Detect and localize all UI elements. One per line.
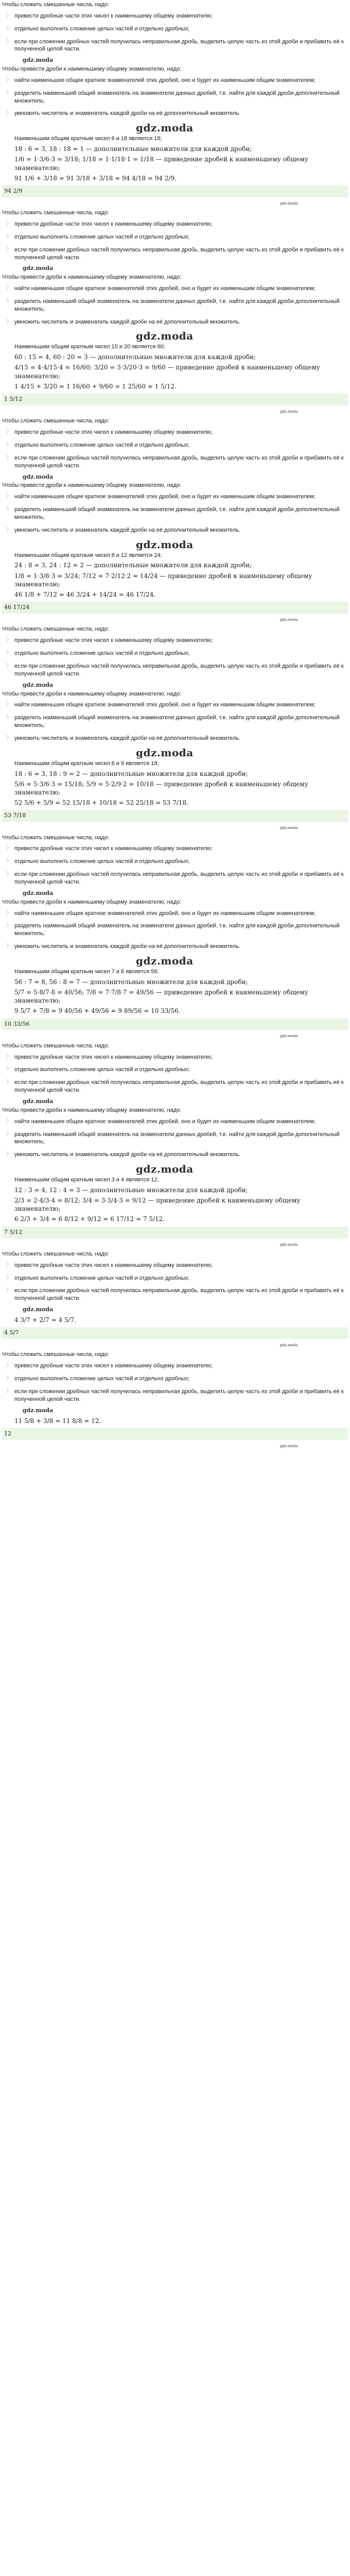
bullet-icon: 〉 [6, 25, 11, 31]
example-block [0, 1250, 350, 1350]
factors-text: 56 : 7 = 8, 56 : 8 = 7 — дополнительные множители для каждой дроби; [14, 978, 248, 986]
conversion-text: 2/3 = 2·4/3·4 = 8/12; 3/4 = 3·3/4·3 = 9/12 — приведение дробей к наименьшему общему знаменателю; [14, 1197, 301, 1213]
step-text: разделить наименьший общий знаменатель на знаменатели данных дробей, т.е. найти для каждой дроби дополнительный множитель; [14, 1131, 340, 1145]
bullet-icon: 〉 [6, 246, 11, 252]
step-text: отдельно выполнить сложение целых частей и отдельно дробных; [14, 858, 190, 865]
bullet-icon: 〉 [6, 506, 11, 513]
bullet-icon: 〉 [6, 77, 11, 83]
spacer [2, 622, 348, 624]
steps-add-list [2, 1260, 348, 1304]
steps-add-list [2, 635, 348, 679]
intro-add: Чтобы сложить смешанные числа, надо: [2, 626, 110, 633]
intro-add: Чтобы сложить смешанные числа, надо: [2, 1351, 110, 1358]
step-text: привести дробные части этих чисел к наименьшему общему знаменателю; [14, 1262, 213, 1268]
bullet-icon: 〉 [6, 650, 11, 656]
step-text: отдельно выполнить сложение целых частей и отдельно дробных; [14, 1376, 190, 1382]
list-item [2, 24, 348, 35]
steps-lcd-list [2, 700, 348, 743]
bullet-icon: 〉 [6, 1118, 11, 1124]
bullet-icon: 〉 [6, 1287, 11, 1294]
list-item [2, 108, 348, 119]
example-block [0, 417, 350, 624]
list-item [2, 661, 348, 680]
sum-text: 11 5/8 + 3/8 = 11 8/8 = 12. [14, 1417, 101, 1425]
step-text: умножить числитель и знаменатель каждой дроби на её дополнительный множитель. [14, 527, 241, 533]
list-item [2, 1386, 348, 1405]
watermark: gdz.moda [136, 954, 194, 967]
watermark: gdz.moda [136, 538, 194, 551]
spacer [2, 1348, 348, 1350]
step-text: умножить числитель и знаменатель каждой дроби на её дополнительный множитель. [14, 943, 241, 950]
intro-lcd: Чтобы привести дроби к наименьшему общему знаменателю, надо: [2, 899, 182, 905]
list-item [2, 648, 348, 659]
step-text: умножить числитель и знаменатель каждой дроби на её дополнительный множитель. [14, 735, 241, 741]
factors-text: 24 : 8 = 3, 24 : 12 = 2 — дополнительные множители для каждой дроби; [14, 562, 252, 569]
step-text: если при сложении дробных частей получилась неправильная дробь, выделить целую часть из этой дроби и прибавить её к полученной целой части. [14, 454, 344, 469]
bullet-icon: 〉 [6, 858, 11, 865]
step-text: найти наименьшее общее кратное знаменателей этих дробей, оно и будет их наименьшим общим знаменателем; [14, 1118, 316, 1125]
bullet-icon: 〉 [6, 429, 11, 435]
watermark: gdz.moda [136, 1163, 194, 1176]
bullet-icon: 〉 [6, 442, 11, 448]
list-item [2, 232, 348, 243]
watermark: gdz.moda [280, 618, 298, 622]
step-text: если при сложении дробных частей получилась неправильная дробь, выделить целую часть из этой дроби и прибавить её к полученной целой части. [14, 38, 344, 53]
bullet-icon: 〉 [6, 527, 11, 533]
list-item [2, 75, 348, 86]
list-item [2, 219, 348, 230]
list-item [2, 1374, 348, 1384]
intro-add: Чтобы сложить смешанные числа, надо: [2, 1042, 110, 1049]
example-block [0, 1351, 350, 1451]
watermark: gdz.moda [23, 1406, 54, 1414]
conversion-text: 5/7 = 5·8/7·8 = 40/56; 7/8 = 7·7/8·7 = 49/56 — приведение дробей к наименьшему общему знаменателю; [14, 988, 308, 1005]
step-text: разделить наименьший общий знаменатель на знаменатели данных дробей, т.е. найти для каждой дроби дополнительный множитель; [14, 506, 340, 520]
spacer [2, 1247, 348, 1249]
step-text: привести дробные части этих чисел к наименьшему общему знаменателю; [14, 1363, 213, 1369]
watermark: gdz.moda [280, 201, 298, 206]
bullet-icon: 〉 [6, 90, 11, 96]
watermark: gdz.moda [23, 473, 54, 480]
step-text: привести дробные части этих чисел к наименьшему общему знаменателю; [14, 429, 213, 436]
intro-add: Чтобы сложить смешанные числа, надо: [2, 834, 110, 841]
list-item [2, 37, 348, 55]
step-text: привести дробные части этих чисел к наименьшему общему знаменателю; [14, 845, 213, 852]
bullet-icon: 〉 [6, 1151, 11, 1158]
intro-add: Чтобы сложить смешанные числа, надо: [2, 2, 110, 8]
sum-text: 1 4/15 + 3/20 = 1 16/60 + 9/60 = 1 25/60 = 1 5/12. [14, 382, 177, 390]
steps-add-list [2, 1052, 348, 1096]
intro-add: Чтобы сложить смешанные числа, надо: [2, 1250, 110, 1257]
bullet-icon: 〉 [6, 1079, 11, 1086]
result-box: 12 [2, 1428, 348, 1440]
list-item [2, 1149, 348, 1160]
result-box: 94 2/9 [2, 185, 348, 197]
conversion-text: 5/6 = 5·3/6·3 = 15/18; 5/9 = 5·2/9·2 = 10/18 — приведение дробей к наименьшему общему знаменателю; [14, 780, 308, 796]
list-item [2, 1064, 348, 1075]
sum-text: 46 1/8 + 7/12 = 46 3/24 + 14/24 = 46 17/24. [14, 591, 156, 598]
intro-add: Чтобы сложить смешанные числа, надо: [2, 418, 110, 425]
sum-text: 9 5/7 + 7/8 = 9 40/56 + 49/56 = 9 89/56 = 10 33/56. [14, 1007, 181, 1015]
watermark: gdz.moda [136, 122, 194, 134]
steps-add-list [2, 11, 348, 55]
watermark: gdz.moda [23, 57, 54, 64]
result-box: 53 7/18 [2, 810, 348, 822]
spacer [2, 206, 348, 208]
bullet-icon: 〉 [6, 910, 11, 916]
watermark: gdz.moda [280, 1444, 298, 1448]
list-item [2, 283, 348, 294]
steps-add-list [2, 427, 348, 471]
step-text: найти наименьшее общее кратное знаменателей этих дробей, оно и будет их наименьшим общим знаменателем; [14, 702, 316, 708]
bullet-icon: 〉 [6, 494, 11, 500]
watermark: gdz.moda [136, 746, 194, 759]
watermark: gdz.moda [280, 1034, 298, 1039]
list-item [2, 908, 348, 919]
step-text: если при сложении дробных частей получилась неправильная дробь, выделить целую часть из этой дроби и прибавить её к полученной целой части. [14, 246, 344, 261]
bullet-icon: 〉 [6, 454, 11, 461]
list-item [2, 88, 348, 107]
step-text: отдельно выполнить сложение целых частей и отдельно дробных; [14, 233, 190, 240]
bullet-icon: 〉 [6, 38, 11, 44]
list-item [2, 1052, 348, 1063]
list-item [2, 1361, 348, 1371]
watermark: gdz.moda [280, 1242, 298, 1247]
bullet-icon: 〉 [6, 715, 11, 721]
step-text: разделить наименьший общий знаменатель на знаменатели данных дробей, т.е. найти для каждой дроби дополнительный множитель; [14, 90, 340, 104]
bullet-icon: 〉 [6, 1054, 11, 1060]
list-item [2, 504, 348, 523]
list-item [2, 733, 348, 744]
watermark: gdz.moda [23, 265, 54, 272]
watermark: gdz.moda [23, 681, 54, 688]
bullet-icon: 〉 [6, 1363, 11, 1369]
result-box: 1 5/12 [2, 394, 348, 405]
steps-lcd-list [2, 283, 348, 327]
example-block [0, 834, 350, 1041]
list-item [2, 700, 348, 710]
lcm-text: Наименьшим общим кратным чисел 8 и 12 является 24; [14, 552, 162, 558]
bullet-icon: 〉 [6, 637, 11, 643]
bullet-icon: 〉 [6, 298, 11, 304]
list-item [2, 317, 348, 328]
lcm-text: Наименьшим общим кратным чисел 6 и 18 является 18; [14, 135, 162, 142]
sum-text: 4 3/7 + 2/7 = 4 5/7. [14, 1316, 77, 1324]
step-text: если при сложении дробных частей получилась неправильная дробь, выделить целую часть из этой дроби и прибавить её к полученной целой части. [14, 1079, 344, 1094]
steps-lcd-list [2, 908, 348, 952]
steps-lcd-list [2, 75, 348, 119]
step-text: умножить числитель и знаменатель каждой дроби на её дополнительный множитель. [14, 318, 241, 325]
list-item [2, 1116, 348, 1127]
step-text: если при сложении дробных частей получилась неправильная дробь, выделить целую часть из этой дроби и прибавить её к полученной целой части. [14, 663, 344, 677]
list-item [2, 941, 348, 952]
list-item [2, 525, 348, 536]
bullet-icon: 〉 [6, 871, 11, 877]
result-box: 10 33/56 [2, 1019, 348, 1030]
list-item [2, 245, 348, 263]
watermark: gdz.moda [23, 1306, 54, 1313]
factors-text: 18 : 6 = 3, 18 : 18 = 1 — дополнительные множители для каждой дроби; [14, 145, 252, 153]
example-block [0, 625, 350, 833]
lcm-text: Наименьшим общим кратным чисел 7 и 8 является 56; [14, 968, 159, 975]
spacer [2, 414, 348, 416]
list-item [2, 1129, 348, 1148]
step-text: привести дробные части этих чисел к наименьшему общему знаменателю; [14, 221, 213, 227]
list-item [2, 921, 348, 939]
bullet-icon: 〉 [6, 221, 11, 227]
list-item [2, 1077, 348, 1096]
step-text: привести дробные части этих чисел к наименьшему общему знаменателю; [14, 12, 213, 19]
list-item [2, 843, 348, 854]
list-item [2, 713, 348, 731]
result-box: 4 5/7 [2, 1327, 348, 1339]
intro-add: Чтобы сложить смешанные числа, надо: [2, 210, 110, 216]
lcm-text: Наименьшим общим кратным чисел 6 и 9 является 18; [14, 760, 159, 767]
bullet-icon: 〉 [6, 110, 11, 116]
step-text: если при сложении дробных частей получилась неправильная дробь, выделить целую часть из этой дроби и прибавить её к полученной целой части. [14, 871, 344, 885]
step-text: найти наименьшее общее кратное знаменателей этих дробей, оно и будет их наименьшим общим знаменателем; [14, 285, 316, 292]
conversion-text: 1/6 = 1·3/6·3 = 3/18; 1/18 = 1·1/18·1 = 1/18 — приведение дробей к наименьшему общему знаменателю; [14, 156, 308, 172]
intro-lcd: Чтобы привести дроби к наименьшему общему знаменателю, надо: [2, 1107, 182, 1113]
bullet-icon: 〉 [6, 318, 11, 325]
step-text: умножить числитель и знаменатель каждой дроби на её дополнительный множитель. [14, 1151, 241, 1158]
step-text: отдельно выполнить сложение целых частей и отдельно дробных; [14, 1066, 190, 1073]
step-text: если при сложении дробных частей получилась неправильная дробь, выделить целую часть из этой дроби и прибавить её к полученной целой части. [14, 1388, 344, 1402]
step-text: найти наименьшее общее кратное знаменателей этих дробей, оно и будет их наименьшим общим знаменателем; [14, 77, 316, 83]
bullet-icon: 〉 [6, 1066, 11, 1073]
sum-text: 6 2/3 + 3/4 = 6 8/12 + 9/12 = 6 17/12 = 7 5/12. [14, 1215, 165, 1223]
conversion-text: 4/15 = 4·4/15·4 = 16/60; 3/20 = 3·3/20·3 = 9/60 — приведение дробей к наименьшему общему знаменателю; [14, 364, 320, 380]
sum-text: 52 5/6 + 5/9 = 52 15/18 + 10/18 = 52 25/18 = 53 7/18. [14, 799, 188, 807]
steps-lcd-list [2, 1116, 348, 1160]
step-text: найти наименьшее общее кратное знаменателей этих дробей, оно и будет их наименьшим общим знаменателем; [14, 910, 316, 917]
list-item [2, 453, 348, 471]
bullet-icon: 〉 [6, 1376, 11, 1382]
bullet-icon: 〉 [6, 1262, 11, 1268]
step-text: отдельно выполнить сложение целых частей и отдельно дробных; [14, 442, 190, 448]
watermark: gdz.moda [280, 409, 298, 414]
conversion-text: 1/8 = 1·3/8·3 = 3/24; 7/12 = 7·2/12·2 = 14/24 — приведение дробей к наименьшему общему знаменателю; [14, 572, 312, 588]
steps-add-list [2, 219, 348, 263]
watermark: gdz.moda [23, 889, 54, 896]
list-item [2, 492, 348, 502]
bullet-icon: 〉 [6, 702, 11, 708]
bullet-icon: 〉 [6, 1131, 11, 1137]
factors-text: 18 : 6 = 3, 18 : 9 = 2 — дополнительные множители для каждой дроби; [14, 770, 248, 777]
list-item [2, 1260, 348, 1271]
list-item [2, 1285, 348, 1304]
step-text: найти наименьшее общее кратное знаменателей этих дробей, оно и будет их наименьшим общим знаменателем; [14, 494, 316, 500]
steps-lcd-list [2, 492, 348, 535]
step-text: привести дробные части этих чисел к наименьшему общему знаменателю; [14, 637, 213, 644]
step-text: привести дробные части этих чисел к наименьшему общему знаменателю; [14, 1054, 213, 1060]
example-block [0, 1042, 350, 1249]
list-item [2, 296, 348, 315]
result-box: 7 5/12 [2, 1227, 348, 1239]
bullet-icon: 〉 [6, 943, 11, 950]
intro-lcd: Чтобы привести дроби к наименьшему общему знаменателю, надо: [2, 690, 182, 697]
list-item [2, 635, 348, 646]
step-text: разделить наименьший общий знаменатель на знаменатели данных дробей, т.е. найти для каждой дроби дополнительный множитель; [14, 715, 340, 729]
bullet-icon: 〉 [6, 735, 11, 741]
spacer [2, 1039, 348, 1041]
lcm-text: Наименьшим общим кратным чисел 15 и 20 является 60; [14, 344, 165, 350]
step-text: если при сложении дробных частей получилась неправильная дробь, выделить целую часть из этой дроби и прибавить её к полученной целой части. [14, 1287, 344, 1302]
bullet-icon: 〉 [6, 1388, 11, 1394]
bullet-icon: 〉 [6, 233, 11, 240]
step-text: отдельно выполнить сложение целых частей и отдельно дробных; [14, 1275, 190, 1281]
watermark: gdz.moda [280, 1343, 298, 1348]
step-text: отдельно выполнить сложение целых частей и отдельно дробных; [14, 650, 190, 657]
example-block [0, 209, 350, 416]
intro-lcd: Чтобы привести дроби к наименьшему общему знаменателю, надо: [2, 274, 182, 281]
bullet-icon: 〉 [6, 923, 11, 929]
bullet-icon: 〉 [6, 663, 11, 669]
list-item [2, 869, 348, 888]
factors-text: 60 : 15 = 4, 60 : 20 = 3 — дополнительные множители для каждой дроби; [14, 353, 256, 361]
bullet-icon: 〉 [6, 285, 11, 292]
watermark: gdz.moda [23, 1098, 54, 1105]
list-item [2, 11, 348, 22]
step-text: отдельно выполнить сложение целых частей и отдельно дробных; [14, 25, 190, 32]
step-text: разделить наименьший общий знаменатель на знаменатели данных дробей, т.е. найти для каждой дроби дополнительный множитель; [14, 923, 340, 937]
spacer [2, 831, 348, 833]
bullet-icon: 〉 [6, 845, 11, 852]
intro-lcd: Чтобы привести дроби к наименьшему общему знаменателю, надо: [2, 66, 182, 73]
steps-add-list [2, 1361, 348, 1404]
list-item [2, 427, 348, 438]
spacer [2, 1449, 348, 1451]
bullet-icon: 〉 [6, 12, 11, 19]
result-box: 46 17/24 [2, 602, 348, 614]
sum-text: 91 1/6 + 3/18 = 91 3/18 + 3/18 = 94 4/18 = 94 2/9. [14, 174, 177, 182]
watermark: gdz.moda [136, 330, 194, 343]
step-text: разделить наименьший общий знаменатель на знаменатели данных дробей, т.е. найти для каждой дроби дополнительный множитель; [14, 298, 340, 312]
steps-add-list [2, 843, 348, 887]
watermark: gdz.moda [280, 826, 298, 831]
list-item [2, 440, 348, 451]
intro-lcd: Чтобы привести дроби к наименьшему общему знаменателю, надо: [2, 482, 182, 489]
list-item [2, 856, 348, 867]
factors-text: 12 : 3 = 4, 12 : 4 = 3 — дополнительные множители для каждой дроби; [14, 1186, 248, 1194]
lcm-text: Наименьшим общим кратным чисел 3 и 4 является 12; [14, 1177, 159, 1183]
step-text: умножить числитель и знаменатель каждой дроби на её дополнительный множитель. [14, 110, 241, 117]
example-block [0, 1, 350, 208]
bullet-icon: 〉 [6, 1275, 11, 1281]
list-item [2, 1273, 348, 1284]
